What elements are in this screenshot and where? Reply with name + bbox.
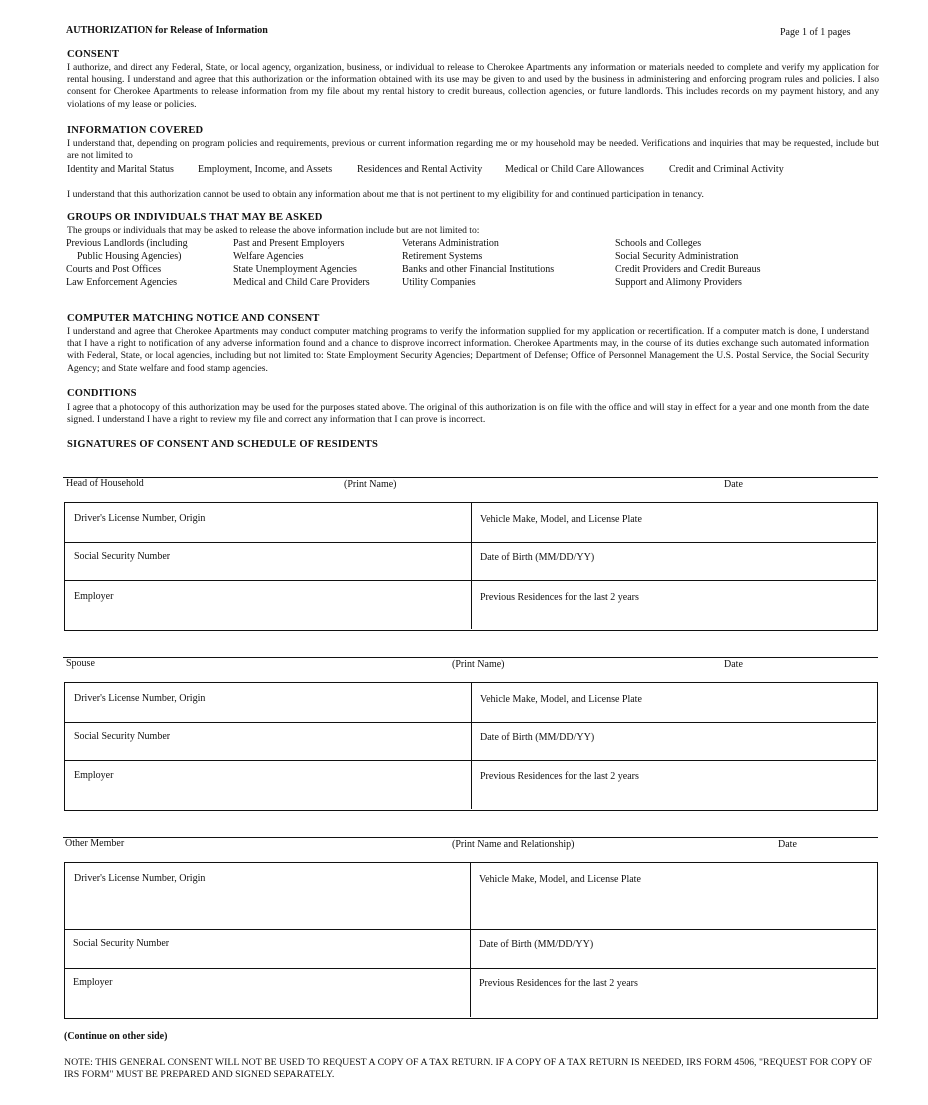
info-covered-note: I understand that this authorization cannot be used to obtain any information about me that is not pertinent to my eligibility for and continued participation in tenancy. [67, 189, 704, 200]
group-item: Utility Companies [402, 277, 476, 288]
other-role-label: Other Member [65, 838, 125, 849]
license-field[interactable]: Driver's License Number, Origin [74, 513, 206, 524]
info-covered-heading: INFORMATION COVERED [67, 125, 204, 136]
group-item: Previous Landlords (including [66, 238, 188, 249]
other-date-label: Date [778, 839, 797, 850]
grid-divider [471, 503, 472, 629]
group-item: Schools and Colleges [615, 238, 702, 249]
group-item: Courts and Post Offices [66, 264, 162, 275]
groups-column-2 [233, 238, 370, 290]
consent-text: I authorize, and direct any Federal, State, or local agency, organization, business, or individual to release to Cherokee Apartments any information or materials needed to complete and verify my application for rental housing. I understand and agree that this authorization or the information obtained with its use may be given to and used by the business in administering and enforcing program rules and policies. I also consent for Cherokee Apartments to release information from my file about my rental history to credit bureaus, collection agencies, or future landlords. This includes records on my payment history, and any violations of my lease or policies. [67, 62, 879, 110]
dob-field[interactable]: Date of Birth (MM/DD/YY) [480, 552, 595, 563]
head-print-label: (Print Name) [344, 479, 397, 490]
grid-divider [470, 863, 471, 1017]
spouse-role-label: Spouse [66, 658, 95, 669]
residences-field[interactable]: Previous Residences for the last 2 years [479, 978, 638, 989]
other-print-label: (Print Name and Relationship) [452, 839, 575, 850]
consent-heading: CONSENT [67, 49, 120, 60]
license-field[interactable]: Driver's License Number, Origin [74, 693, 206, 704]
group-item: Retirement Systems [402, 251, 483, 262]
head-role-label: Head of Household [66, 478, 144, 489]
info-item: Employment, Income, and Assets [198, 164, 333, 175]
grid-divider [65, 722, 876, 723]
conditions-text: I agree that a photocopy of this authorization may be used for the purposes stated above. The original of this authorization is on file with the office and will stay in effect for a year and one month from the date signed. I understand I have a right to review my file and correct any information that I can prove is incorrect. [67, 402, 869, 426]
grid-divider [65, 968, 876, 969]
spouse-date-label: Date [724, 659, 743, 670]
groups-heading: GROUPS OR INDIVIDUALS THAT MAY BE ASKED [67, 212, 323, 223]
continue-note: (Continue on other side) [64, 1031, 168, 1042]
computer-matching-text: I understand and agree that Cherokee Apartments may conduct computer matching programs to verify the information supplied for my application or recertification. If a computer match is done, I understand that I have a right to notification of any adverse information found and a chance to disprove incorrect information. Cherokee Apartments may, in the course of its duties exchange such automated information with Federal, State, or local agencies, including but not limited to: State Employment Security Agencies; Department of Defense; Office of Personnel Management the U.S. Postal Service, the Social Security Agency; and State welfare and food stamp agencies. [67, 326, 869, 374]
vehicle-field[interactable]: Vehicle Make, Model, and License Plate [480, 514, 642, 525]
group-item: Welfare Agencies [233, 251, 304, 262]
group-item: Medical and Child Care Providers [233, 277, 370, 288]
other-signature-line[interactable] [63, 837, 878, 838]
tax-return-note: NOTE: THIS GENERAL CONSENT WILL NOT BE USED TO REQUEST A COPY OF A TAX RETURN. IF A COPY OF A TAX RETURN IS NEEDED, IRS FORM 4506, "REQUEST FOR COPY OF IRS FORM" MUST BE PREPARED AND SIGNED SEPARATELY. [64, 1057, 872, 1081]
ssn-field[interactable]: Social Security Number [74, 731, 171, 742]
group-item: Support and Alimony Providers [615, 277, 742, 288]
group-item: Banks and other Financial Institutions [402, 264, 555, 275]
computer-matching-heading: COMPUTER MATCHING NOTICE AND CONSENT [67, 313, 320, 324]
info-item: Residences and Rental Activity [357, 164, 483, 175]
grid-divider [65, 760, 876, 761]
groups-column-1 [66, 238, 188, 290]
grid-divider [65, 542, 876, 543]
grid-divider [65, 929, 876, 930]
license-field[interactable]: Driver's License Number, Origin [74, 873, 206, 884]
head-info-grid [64, 502, 878, 631]
grid-divider [471, 683, 472, 809]
group-item: Public Housing Agencies) [77, 251, 182, 262]
employer-field[interactable]: Employer [74, 591, 114, 602]
spouse-info-grid [64, 682, 878, 811]
head-date-label: Date [724, 479, 743, 490]
groups-intro: The groups or individuals that may be asked to release the above information include but are not limited to: [67, 225, 480, 236]
groups-column-4 [615, 238, 761, 290]
group-item: Social Security Administration [615, 251, 739, 262]
dob-field[interactable]: Date of Birth (MM/DD/YY) [480, 732, 595, 743]
info-item: Medical or Child Care Allowances [505, 164, 644, 175]
ssn-field[interactable]: Social Security Number [73, 938, 170, 949]
document-title: AUTHORIZATION for Release of Information [66, 25, 268, 36]
group-item: Veterans Administration [402, 238, 499, 249]
ssn-field[interactable]: Social Security Number [74, 551, 171, 562]
head-signature-line[interactable] [63, 477, 878, 478]
grid-divider [65, 580, 876, 581]
group-item: Law Enforcement Agencies [66, 277, 178, 288]
employer-field[interactable]: Employer [73, 977, 113, 988]
other-info-grid [64, 862, 878, 1019]
conditions-heading: CONDITIONS [67, 388, 137, 399]
group-item: Credit Providers and Credit Bureaus [615, 264, 761, 275]
spouse-signature-line[interactable] [63, 657, 878, 658]
vehicle-field[interactable]: Vehicle Make, Model, and License Plate [480, 694, 642, 705]
info-item: Credit and Criminal Activity [669, 164, 784, 175]
residences-field[interactable]: Previous Residences for the last 2 years [480, 771, 639, 782]
signatures-heading: SIGNATURES OF CONSENT AND SCHEDULE OF RESIDENTS [67, 439, 379, 450]
dob-field[interactable]: Date of Birth (MM/DD/YY) [479, 939, 594, 950]
page-indicator: Page 1 of 1 pages [780, 27, 851, 38]
spouse-print-label: (Print Name) [452, 659, 505, 670]
info-item: Identity and Marital Status [67, 164, 174, 175]
group-item: Past and Present Employers [233, 238, 345, 249]
group-item: State Unemployment Agencies [233, 264, 357, 275]
vehicle-field[interactable]: Vehicle Make, Model, and License Plate [479, 874, 641, 885]
groups-column-3 [402, 238, 554, 290]
residences-field[interactable]: Previous Residences for the last 2 years [480, 592, 639, 603]
employer-field[interactable]: Employer [74, 770, 114, 781]
info-covered-text: I understand that, depending on program policies and requirements, previous or current information regarding me or my household may be needed. Verifications and inquiries that may be requested, include but are not limited to [67, 138, 879, 162]
